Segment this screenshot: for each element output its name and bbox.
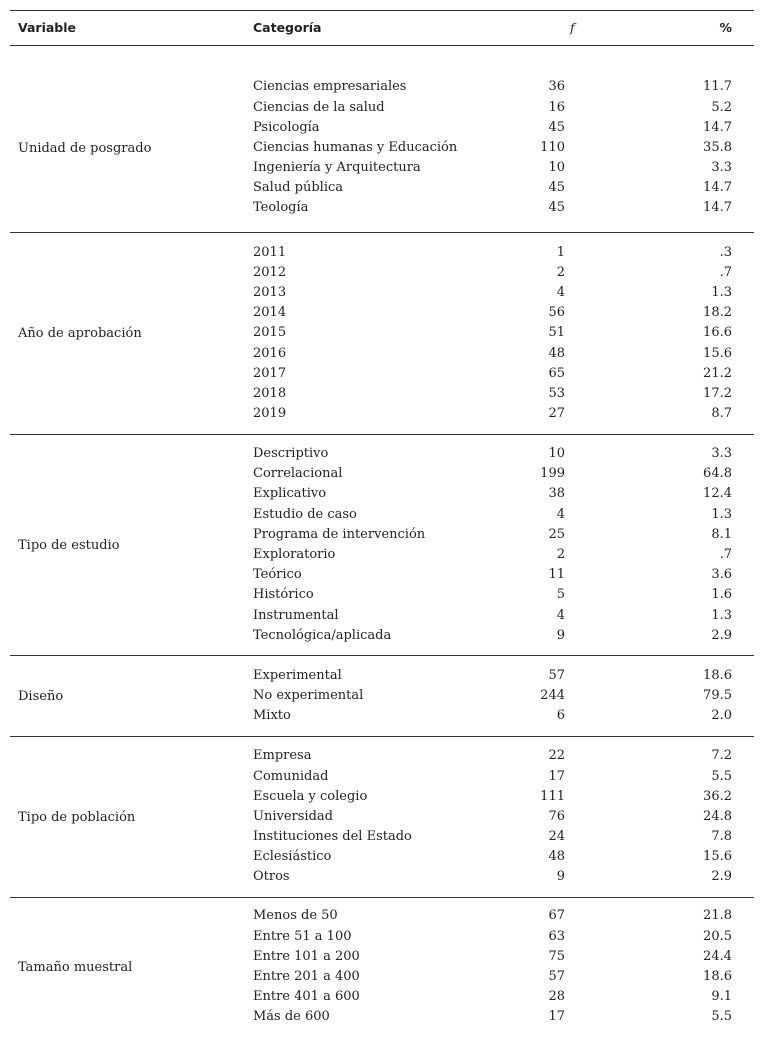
category-cell: 2015 (253, 325, 287, 341)
category-cell: Otros (253, 869, 290, 885)
percent-cell: 12.4 (703, 486, 732, 502)
table-row (253, 947, 754, 967)
frequency-cell: 6 (556, 708, 565, 724)
frequency-cell: 45 (548, 119, 565, 135)
table-row (253, 666, 754, 686)
percent-cell: 21.2 (703, 365, 732, 381)
frequency-cell: 75 (548, 948, 565, 964)
category-cell: Universidad (253, 808, 333, 824)
category-cell: Entre 201 a 400 (253, 969, 360, 984)
frequency-cell: 56 (548, 305, 565, 321)
frequency-cell: 17 (548, 768, 565, 784)
category-cell: Descriptivo (253, 446, 329, 462)
percent-cell: 14.7 (703, 200, 732, 216)
frequency-cell: 25 (548, 526, 565, 542)
variable-group (10, 233, 754, 435)
header-categoria: Categoría (253, 20, 322, 35)
variable-name: Tamaño muestral (18, 959, 133, 975)
frequency-cell: 110 (540, 139, 565, 155)
percent-cell: 1.3 (711, 285, 732, 301)
category-rows (253, 233, 754, 434)
frequency-cell: 11 (548, 567, 565, 583)
table-row (253, 384, 754, 404)
category-cell: Psicología (253, 119, 320, 135)
percent-cell: 18.2 (703, 305, 732, 321)
table-row (253, 464, 754, 484)
table-row (253, 198, 754, 218)
category-cell: Teología (253, 200, 309, 216)
table-row (253, 344, 754, 364)
frequency-cell: 1 (556, 244, 565, 260)
table-row (253, 706, 754, 726)
category-cell: 2012 (253, 264, 287, 280)
variable-group (10, 656, 754, 737)
percent-cell: 7.2 (711, 748, 732, 764)
frequency-cell: 63 (548, 928, 565, 944)
frequency-cell: 45 (548, 180, 565, 196)
table-row (253, 364, 754, 384)
frequency-cell: 4 (556, 285, 565, 301)
percent-cell: 5.5 (711, 1009, 732, 1025)
frequency-cell: 4 (556, 607, 565, 623)
category-cell: 2019 (253, 406, 287, 422)
percent-cell: 14.7 (703, 119, 732, 135)
frequency-cell: 10 (548, 160, 565, 176)
variable-name: Unidad de posgrado (18, 140, 152, 156)
frequency-cell: 199 (540, 466, 565, 482)
frequency-cell: 27 (548, 406, 565, 422)
percent-cell: 8.7 (711, 406, 732, 422)
percent-cell: 3.3 (711, 160, 732, 176)
category-cell: 2017 (253, 365, 287, 381)
category-cell: Instrumental (253, 607, 339, 623)
table-row (253, 906, 754, 926)
category-cell: Exploratorio (253, 547, 336, 562)
table-row (253, 767, 754, 787)
frequency-cell: 67 (548, 908, 565, 924)
category-cell: Salud pública (253, 180, 344, 196)
table-row (253, 987, 754, 1007)
header-variable: Variable (18, 20, 77, 35)
table-row (253, 178, 754, 198)
percent-cell: 20.5 (703, 928, 732, 944)
table-row (253, 626, 754, 646)
percent-cell: 36.2 (703, 788, 732, 804)
percent-cell: 79.5 (703, 687, 732, 703)
variable-name: Diseño (18, 688, 64, 704)
category-cell: Empresa (253, 748, 312, 764)
frequency-cell: 17 (548, 1009, 565, 1025)
category-cell: Entre 101 a 200 (253, 948, 360, 964)
variable-group (10, 435, 754, 656)
percent-cell: .3 (719, 244, 732, 260)
percent-cell: 5.2 (711, 99, 732, 115)
percent-cell: 16.6 (703, 325, 732, 341)
category-rows (253, 656, 754, 736)
category-rows (253, 64, 754, 232)
category-cell: 2018 (253, 385, 287, 401)
category-rows (253, 898, 754, 1036)
percent-cell: 9.1 (711, 989, 732, 1005)
frequency-cell: 244 (540, 687, 565, 703)
frequency-cell: 57 (548, 667, 565, 683)
category-cell: Entre 401 a 600 (253, 989, 360, 1005)
percent-cell: 18.6 (703, 969, 732, 984)
frequency-cell: 51 (548, 325, 565, 341)
frequency-cell: 2 (556, 264, 565, 280)
frequency-cell: 48 (548, 345, 565, 361)
category-cell: Tecnológica/aplicada (253, 627, 392, 643)
table-row (253, 77, 754, 97)
percent-cell: 64.8 (703, 466, 732, 482)
category-cell: Experimental (253, 667, 342, 683)
category-cell: Mixto (253, 708, 291, 724)
frequency-cell: 9 (556, 869, 565, 885)
frequency-cell: 38 (548, 486, 565, 502)
percent-cell: 2.0 (711, 708, 732, 724)
percent-cell: 17.2 (703, 385, 732, 401)
table-row (253, 118, 754, 138)
frequency-cell: 57 (548, 969, 565, 984)
table-header (10, 10, 754, 46)
category-cell: Explicativo (253, 486, 327, 502)
table-row (253, 827, 754, 847)
table-row (253, 98, 754, 118)
table-row (253, 606, 754, 626)
percent-cell: 21.8 (703, 908, 732, 924)
table-row (253, 263, 754, 283)
category-cell: 2011 (253, 244, 287, 260)
category-rows (253, 737, 754, 897)
table-row (253, 444, 754, 464)
category-cell: Ciencias de la salud (253, 99, 385, 115)
percent-cell: 3.6 (711, 567, 732, 583)
percent-cell: 1.3 (711, 607, 732, 623)
variable-group (10, 46, 754, 233)
percent-cell: 1.3 (711, 506, 732, 522)
percent-cell: 3.3 (711, 446, 732, 462)
frequency-cell: 16 (548, 99, 565, 115)
table-row (253, 807, 754, 827)
category-cell: 2014 (253, 305, 287, 321)
percent-cell: .7 (719, 264, 732, 280)
category-cell: Menos de 50 (253, 908, 338, 924)
category-rows (253, 435, 754, 655)
frequency-cell: 36 (548, 79, 565, 95)
category-cell: Programa de intervención (253, 526, 426, 542)
table-row (253, 746, 754, 766)
category-cell: Instituciones del Estado (253, 829, 412, 845)
category-cell: Más de 600 (253, 1009, 330, 1025)
frequency-cell: 9 (556, 627, 565, 643)
header-percent: % (719, 20, 732, 35)
category-cell: 2013 (253, 285, 287, 301)
table-row (253, 404, 754, 424)
variable-name: Tipo de población (18, 809, 136, 825)
table-row (253, 505, 754, 525)
category-cell: Histórico (253, 587, 314, 603)
table-row (253, 525, 754, 545)
category-cell: Ciencias humanas y Educación (253, 139, 458, 155)
frequency-cell: 10 (548, 446, 565, 462)
frequency-cell: 4 (556, 506, 565, 522)
category-cell: Teórico (253, 567, 302, 583)
table-row (253, 565, 754, 585)
frequency-cell: 65 (548, 365, 565, 381)
percent-cell: 15.6 (703, 345, 732, 361)
table-row (253, 585, 754, 605)
percent-cell: 24.8 (703, 808, 732, 824)
frequency-cell: 22 (548, 748, 565, 764)
table-row (253, 545, 754, 565)
table-row (253, 847, 754, 867)
data-table (10, 10, 754, 1036)
table-body (10, 46, 754, 1036)
table-row (253, 283, 754, 303)
table-row (253, 867, 754, 887)
percent-cell: 35.8 (703, 139, 732, 155)
category-cell: Correlacional (253, 466, 343, 482)
table-row (253, 686, 754, 706)
percent-cell: 24.4 (703, 948, 732, 964)
percent-cell: 8.1 (711, 526, 732, 542)
frequency-cell: 5 (556, 587, 565, 603)
category-cell: Estudio de caso (253, 506, 357, 522)
percent-cell: 2.9 (711, 869, 732, 885)
category-cell: Eclesiástico (253, 849, 332, 865)
variable-name: Año de aprobación (18, 326, 142, 341)
category-cell: Ingeniería y Arquitectura (253, 160, 421, 176)
percent-cell: 2.9 (711, 627, 732, 643)
table-row (253, 967, 754, 987)
percent-cell: 11.7 (703, 79, 732, 95)
variable-group (10, 898, 754, 1036)
category-cell: No experimental (253, 687, 364, 703)
category-cell: Ciencias empresariales (253, 79, 407, 95)
table-row (253, 243, 754, 263)
percent-cell: 18.6 (703, 667, 732, 683)
table-row (253, 787, 754, 807)
frequency-cell: 53 (548, 385, 565, 401)
table-row (253, 303, 754, 323)
percent-cell: .7 (719, 547, 732, 562)
frequency-cell: 76 (548, 808, 565, 824)
variable-name: Tipo de estudio (18, 537, 120, 553)
frequency-cell: 28 (548, 989, 565, 1005)
category-cell: Entre 51 a 100 (253, 928, 352, 944)
frequency-cell: 111 (540, 788, 565, 804)
percent-cell: 5.5 (711, 768, 732, 784)
category-cell: Escuela y colegio (253, 788, 368, 804)
percent-cell: 1.6 (711, 587, 732, 603)
table-row (253, 484, 754, 504)
percent-cell: 15.6 (703, 849, 732, 865)
table-row (253, 927, 754, 947)
table-row (253, 138, 754, 158)
category-cell: Comunidad (253, 768, 329, 784)
category-cell: 2016 (253, 345, 287, 361)
table-row (253, 158, 754, 178)
frequency-cell: 45 (548, 200, 565, 216)
frequency-cell: 2 (556, 547, 565, 562)
variable-group (10, 737, 754, 898)
table-row (253, 323, 754, 343)
frequency-cell: 48 (548, 849, 565, 865)
table-row (253, 1007, 754, 1027)
percent-cell: 14.7 (703, 180, 732, 196)
percent-cell: 7.8 (711, 829, 732, 845)
header-frequency: f (570, 20, 575, 35)
frequency-cell: 24 (548, 829, 565, 845)
